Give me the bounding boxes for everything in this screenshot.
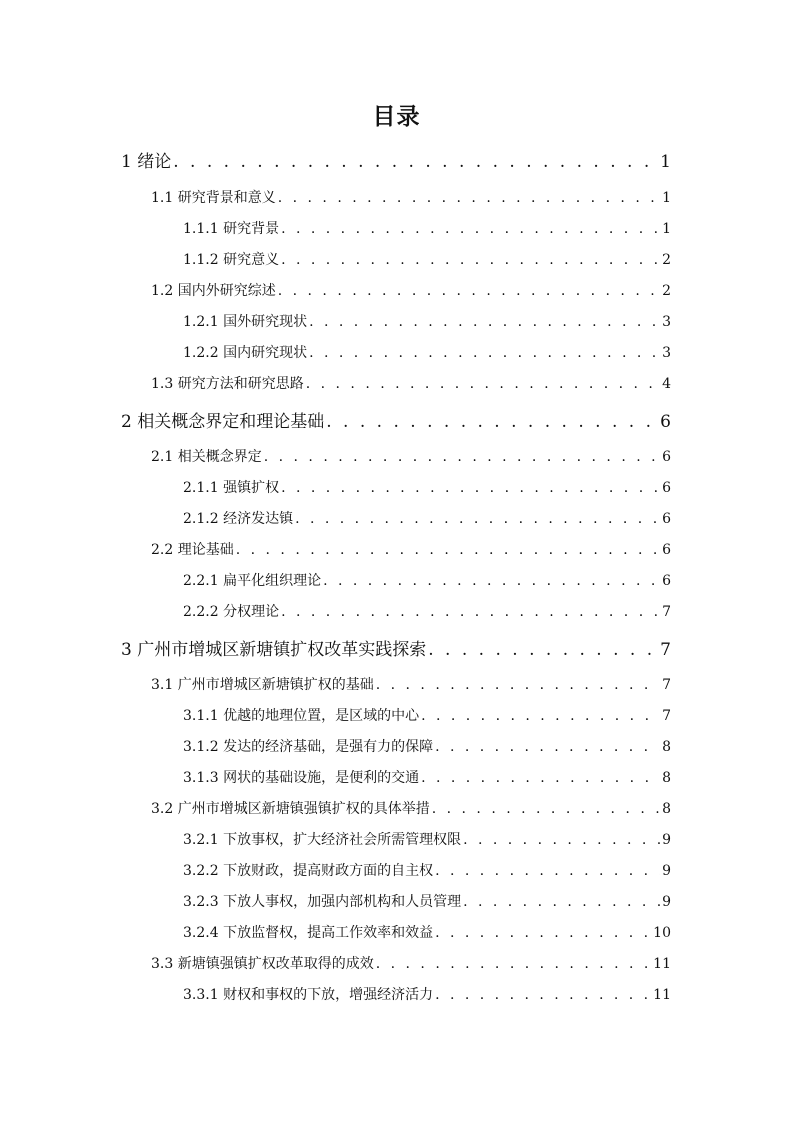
toc-entry-label: 3.2.1 下放事权，扩大经济社会所需管理权限 bbox=[183, 832, 462, 848]
toc-entry[interactable] bbox=[151, 798, 671, 818]
toc-leader bbox=[281, 480, 660, 496]
toc-entry-label: 3.2 广州市增城区新塘镇强镇扩权的具体举措 bbox=[151, 801, 430, 817]
toc-entry-page: 6 bbox=[662, 511, 671, 527]
toc-entry-label: 2.2 理论基础 bbox=[151, 542, 234, 558]
toc-entry[interactable] bbox=[183, 342, 671, 362]
toc-entry[interactable] bbox=[151, 446, 671, 466]
toc-entry-label: 1.2.1 国外研究现状 bbox=[183, 314, 308, 330]
toc-entry[interactable] bbox=[183, 860, 671, 880]
toc-entry-page: 6 bbox=[662, 449, 671, 465]
toc-entry-label: 1 绪论 bbox=[121, 152, 172, 172]
toc-leader bbox=[306, 376, 660, 392]
toc-entry-page: 4 bbox=[662, 376, 671, 392]
toc-leader bbox=[309, 345, 660, 361]
toc-entry-label: 3.1.3 网状的基础设施，是便利的交通 bbox=[183, 770, 420, 786]
toc-entry-label: 1.1.1 研究背景 bbox=[183, 221, 280, 237]
toc-entry[interactable] bbox=[183, 891, 671, 911]
toc-leader bbox=[376, 956, 651, 972]
toc-entry[interactable] bbox=[183, 984, 671, 1004]
toc-entry-label: 2.1.1 强镇扩权 bbox=[183, 480, 280, 496]
toc-entry[interactable] bbox=[183, 736, 671, 756]
toc-entry[interactable] bbox=[183, 601, 671, 621]
toc-entry[interactable] bbox=[151, 539, 671, 559]
toc-leader bbox=[278, 190, 660, 206]
toc-entry-page: 1 bbox=[662, 221, 671, 237]
toc-entry-label: 3.2.3 下放人事权，加强内部机构和人员管理 bbox=[183, 894, 462, 910]
toc-entry-page: 3 bbox=[662, 345, 671, 361]
toc-entry[interactable] bbox=[151, 280, 671, 300]
toc-entry[interactable] bbox=[151, 373, 671, 393]
toc-leader bbox=[463, 894, 660, 910]
toc-entry-label: 3.2.4 下放监督权，提高工作效率和效益 bbox=[183, 925, 434, 941]
toc-leader bbox=[264, 449, 660, 465]
toc-entry[interactable] bbox=[151, 674, 671, 694]
toc-leader bbox=[295, 511, 660, 527]
toc-leader bbox=[432, 801, 660, 817]
toc-entry-page: 9 bbox=[662, 832, 671, 848]
toc-leader bbox=[278, 283, 660, 299]
toc-entry-label: 3.3.1 财权和事权的下放，增强经济活力 bbox=[183, 987, 434, 1003]
toc-leader bbox=[281, 252, 660, 268]
toc-entry-label: 2.2.2 分权理论 bbox=[183, 604, 280, 620]
toc-leader bbox=[173, 152, 658, 172]
toc-entry-page: 7 bbox=[662, 604, 671, 620]
toc-leader bbox=[281, 221, 660, 237]
toc-entry-label: 3.3 新塘镇强镇扩权改革取得的成效 bbox=[151, 956, 374, 972]
toc-entry-label: 3.1 广州市增城区新塘镇扩权的基础 bbox=[151, 677, 374, 693]
toc-leader bbox=[463, 832, 660, 848]
toc-entry-page: 6 bbox=[662, 573, 671, 589]
toc-entry-label: 2.2.1 扁平化组织理论 bbox=[183, 573, 322, 589]
toc-leader bbox=[281, 604, 660, 620]
toc-entry-label: 3.1.1 优越的地理位置，是区域的中心 bbox=[183, 708, 420, 724]
toc-entry[interactable] bbox=[183, 570, 671, 590]
toc-entry-page: 6 bbox=[662, 542, 671, 558]
toc-entry[interactable] bbox=[183, 829, 671, 849]
toc-entry-page: 2 bbox=[662, 252, 671, 268]
toc-entry-page: 3 bbox=[662, 314, 671, 330]
toc-entry-page: 6 bbox=[660, 412, 671, 432]
toc-entry[interactable] bbox=[121, 147, 671, 172]
toc-entry-page: 2 bbox=[662, 283, 671, 299]
toc-entry[interactable] bbox=[183, 249, 671, 269]
toc-title: 目录 bbox=[372, 104, 421, 130]
toc-entry[interactable] bbox=[151, 187, 671, 207]
toc-entry-label: 1.2 国内外研究综述 bbox=[151, 283, 276, 299]
toc-entry-label: 3.2.2 下放财政，提高财政方面的自主权 bbox=[183, 863, 434, 879]
toc-leader bbox=[323, 573, 660, 589]
toc-entry[interactable] bbox=[151, 953, 671, 973]
toc-leader bbox=[435, 987, 651, 1003]
toc-entry-page: 8 bbox=[662, 770, 671, 786]
toc-leader bbox=[435, 925, 651, 941]
toc-leader bbox=[236, 542, 660, 558]
toc-entry-page: 11 bbox=[653, 956, 671, 972]
toc-entry-page: 8 bbox=[662, 739, 671, 755]
toc-leader bbox=[421, 770, 660, 786]
toc-entry[interactable] bbox=[183, 218, 671, 238]
toc-leader bbox=[428, 640, 658, 660]
toc-entry-page: 11 bbox=[653, 987, 671, 1003]
toc-leader bbox=[326, 412, 658, 432]
toc-entry-label: 2 相关概念界定和理论基础 bbox=[121, 412, 325, 432]
toc-entry[interactable] bbox=[183, 705, 671, 725]
toc-leader bbox=[435, 739, 660, 755]
toc-leader bbox=[309, 314, 660, 330]
toc-entry-page: 9 bbox=[662, 863, 671, 879]
toc-entry-page: 7 bbox=[662, 677, 671, 693]
toc-entry[interactable] bbox=[183, 477, 671, 497]
toc-entry-page: 9 bbox=[662, 894, 671, 910]
toc-entry-label: 2.1 相关概念界定 bbox=[151, 449, 262, 465]
toc-entry[interactable] bbox=[121, 407, 671, 432]
toc-entry-label: 1.2.2 国内研究现状 bbox=[183, 345, 308, 361]
toc-entry-label: 1.3 研究方法和研究思路 bbox=[151, 376, 304, 392]
toc-entry[interactable] bbox=[183, 922, 671, 942]
toc-leader bbox=[435, 863, 660, 879]
toc-entry[interactable] bbox=[183, 508, 671, 528]
toc-entry-page: 6 bbox=[662, 480, 671, 496]
toc-entry-page: 8 bbox=[662, 801, 671, 817]
toc-entry-label: 3.1.2 发达的经济基础，是强有力的保障 bbox=[183, 739, 434, 755]
toc-entry[interactable] bbox=[121, 635, 671, 660]
toc-leader bbox=[376, 677, 660, 693]
toc-entry[interactable] bbox=[183, 311, 671, 331]
toc-entry-page: 1 bbox=[662, 190, 671, 206]
toc-entry-page: 7 bbox=[660, 640, 671, 660]
toc-entry-label: 3 广州市增城区新塘镇扩权改革实践探索 bbox=[121, 640, 427, 660]
toc-entry-label: 1.1 研究背景和意义 bbox=[151, 190, 276, 206]
toc-entry[interactable] bbox=[183, 767, 671, 787]
toc-entry-page: 1 bbox=[660, 152, 671, 172]
toc-entry-page: 10 bbox=[653, 925, 671, 941]
toc-entry-label: 1.1.2 研究意义 bbox=[183, 252, 280, 268]
toc-leader bbox=[421, 708, 660, 724]
toc-entry-label: 2.1.2 经济发达镇 bbox=[183, 511, 294, 527]
toc-entry-page: 7 bbox=[662, 708, 671, 724]
